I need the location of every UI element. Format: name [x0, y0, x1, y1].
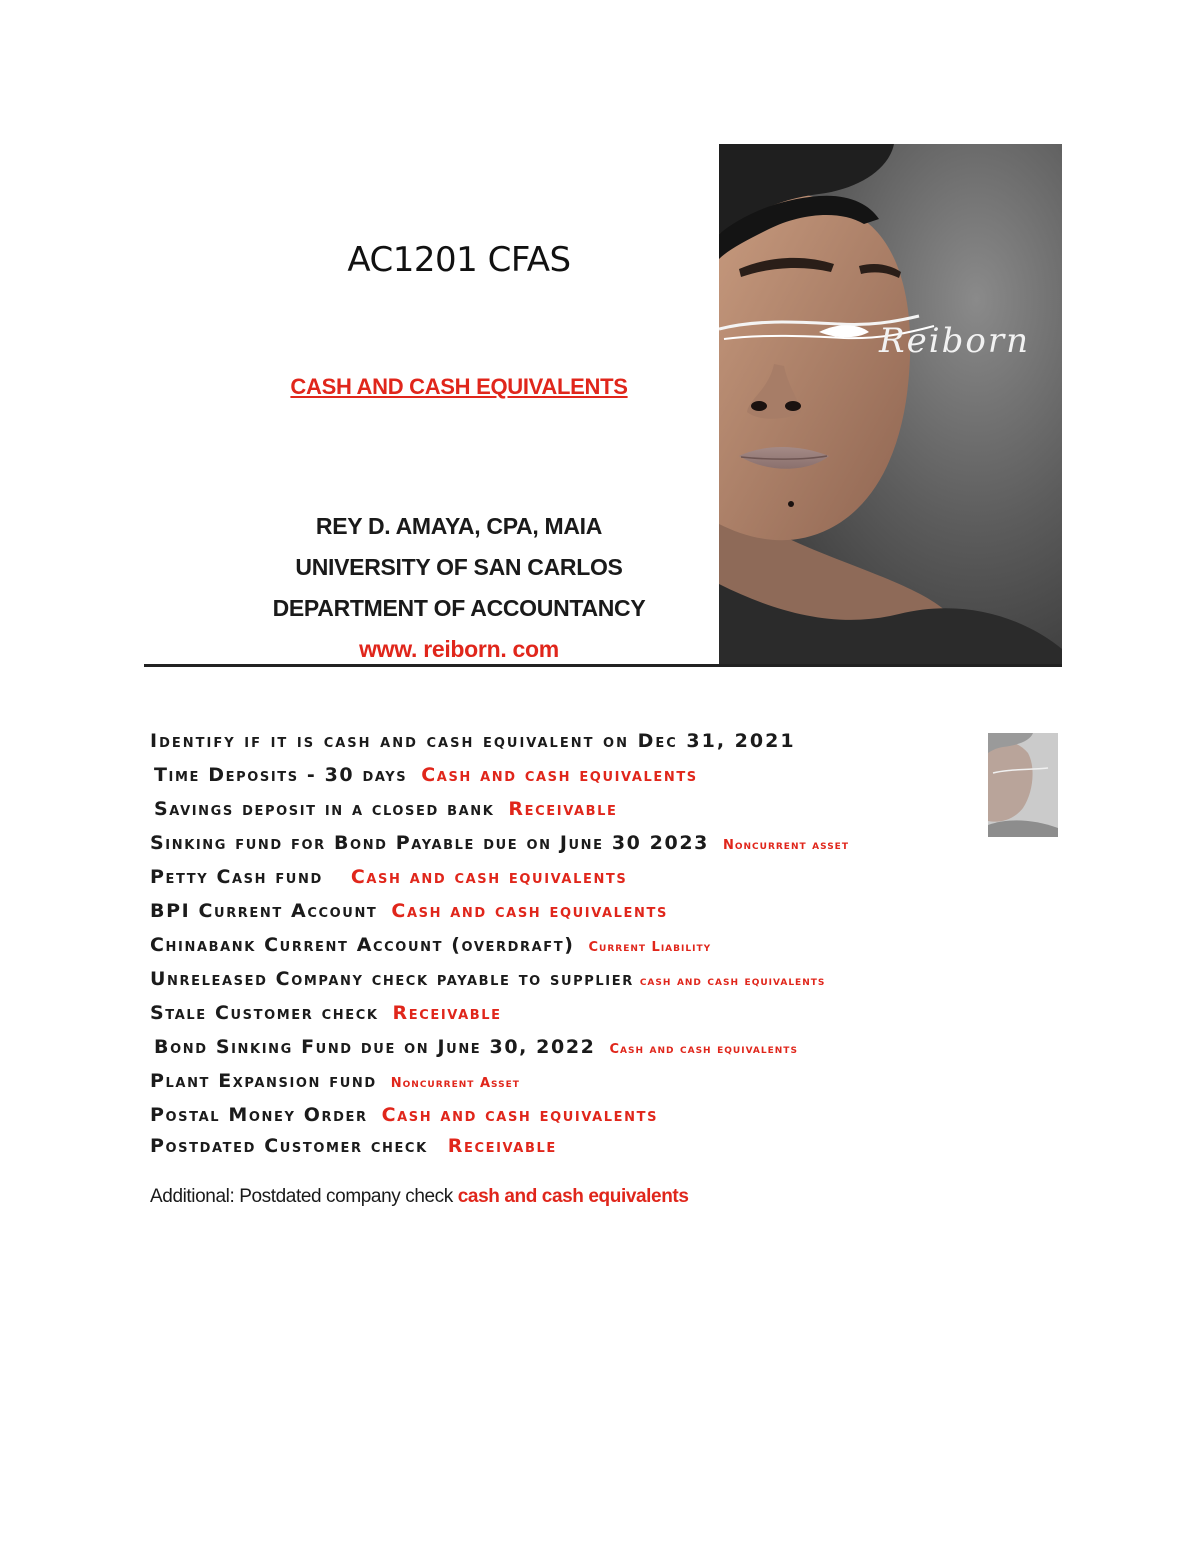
list-item	[150, 1104, 1070, 1135]
author-name: REY D. AMAYA, CPA, MAIA	[315, 513, 603, 539]
list-item	[150, 934, 1070, 968]
topic-title: CASH AND CASH EQUIVALENTS	[290, 374, 628, 399]
department-name: DEPARTMENT OF ACCOUNTANCY	[272, 595, 646, 621]
item-term: Savings deposit in a closed bank	[154, 798, 495, 820]
slide-divider	[144, 664, 1062, 667]
item-answer: Cash and cash equivalents	[391, 900, 668, 922]
item-answer: Receivable	[447, 1135, 557, 1157]
qa-heading	[150, 730, 1070, 764]
item-answer: Receivable	[392, 1002, 502, 1024]
qa-section	[150, 730, 1070, 1169]
item-term: Petty Cash fund	[150, 866, 323, 888]
course-title: AC1201 CFAS	[347, 240, 571, 280]
list-item	[150, 1002, 1070, 1036]
list-item	[154, 1036, 1074, 1070]
list-item	[150, 968, 1070, 1002]
list-item	[150, 900, 1070, 934]
item-term: Postdated Customer check	[150, 1135, 428, 1157]
item-term: Chinabank Current Account (overdraft)	[150, 934, 575, 956]
item-answer: Current Liability	[588, 940, 712, 955]
author-block	[144, 506, 774, 670]
list-item	[150, 1135, 1070, 1169]
qa-heading-text: Identify if it is cash and cash equivalent on Dec 31, 2021	[150, 730, 796, 752]
item-term: Time Deposits - 30 days	[154, 764, 408, 786]
website-link[interactable]: www. reiborn. com	[359, 636, 559, 662]
additional-note	[150, 1186, 689, 1208]
additional-label: Additional: Postdated company check	[150, 1186, 458, 1207]
item-term: Sinking fund for Bond Payable due on June 30 2023	[150, 832, 709, 854]
list-item	[154, 798, 1074, 832]
item-answer: Noncurrent Asset	[390, 1076, 520, 1091]
university-name: UNIVERSITY OF SAN CARLOS	[295, 554, 623, 580]
author-portrait-illustration	[719, 144, 1062, 664]
list-item	[150, 1070, 1070, 1104]
item-answer: Cash and cash equivalents	[381, 1104, 659, 1126]
list-item	[150, 866, 1070, 900]
list-item	[154, 764, 1074, 798]
title-slide	[144, 144, 1062, 668]
portrait-signature: Reiborn	[879, 321, 1030, 361]
item-answer: Noncurrent asset	[722, 838, 849, 853]
list-item	[150, 832, 1070, 866]
additional-answer: cash and cash equivalents	[457, 1186, 689, 1207]
item-answer: cash and cash equivalents	[639, 974, 826, 989]
item-term: Stale Customer check	[150, 1002, 379, 1024]
item-term: Postal Money Order	[150, 1104, 368, 1126]
item-answer: Cash and cash equivalents	[350, 866, 628, 888]
item-answer: Receivable	[508, 798, 618, 820]
item-term: BPI Current Account	[150, 900, 378, 922]
item-term: Unreleased Company check payable to supplier	[150, 968, 634, 990]
item-term: Plant Expansion fund	[150, 1070, 377, 1092]
item-term: Bond Sinking Fund due on June 30, 2022	[154, 1036, 596, 1058]
item-answer: Cash and cash equivalents	[609, 1042, 798, 1057]
item-answer: Cash and cash equivalents	[421, 764, 698, 786]
